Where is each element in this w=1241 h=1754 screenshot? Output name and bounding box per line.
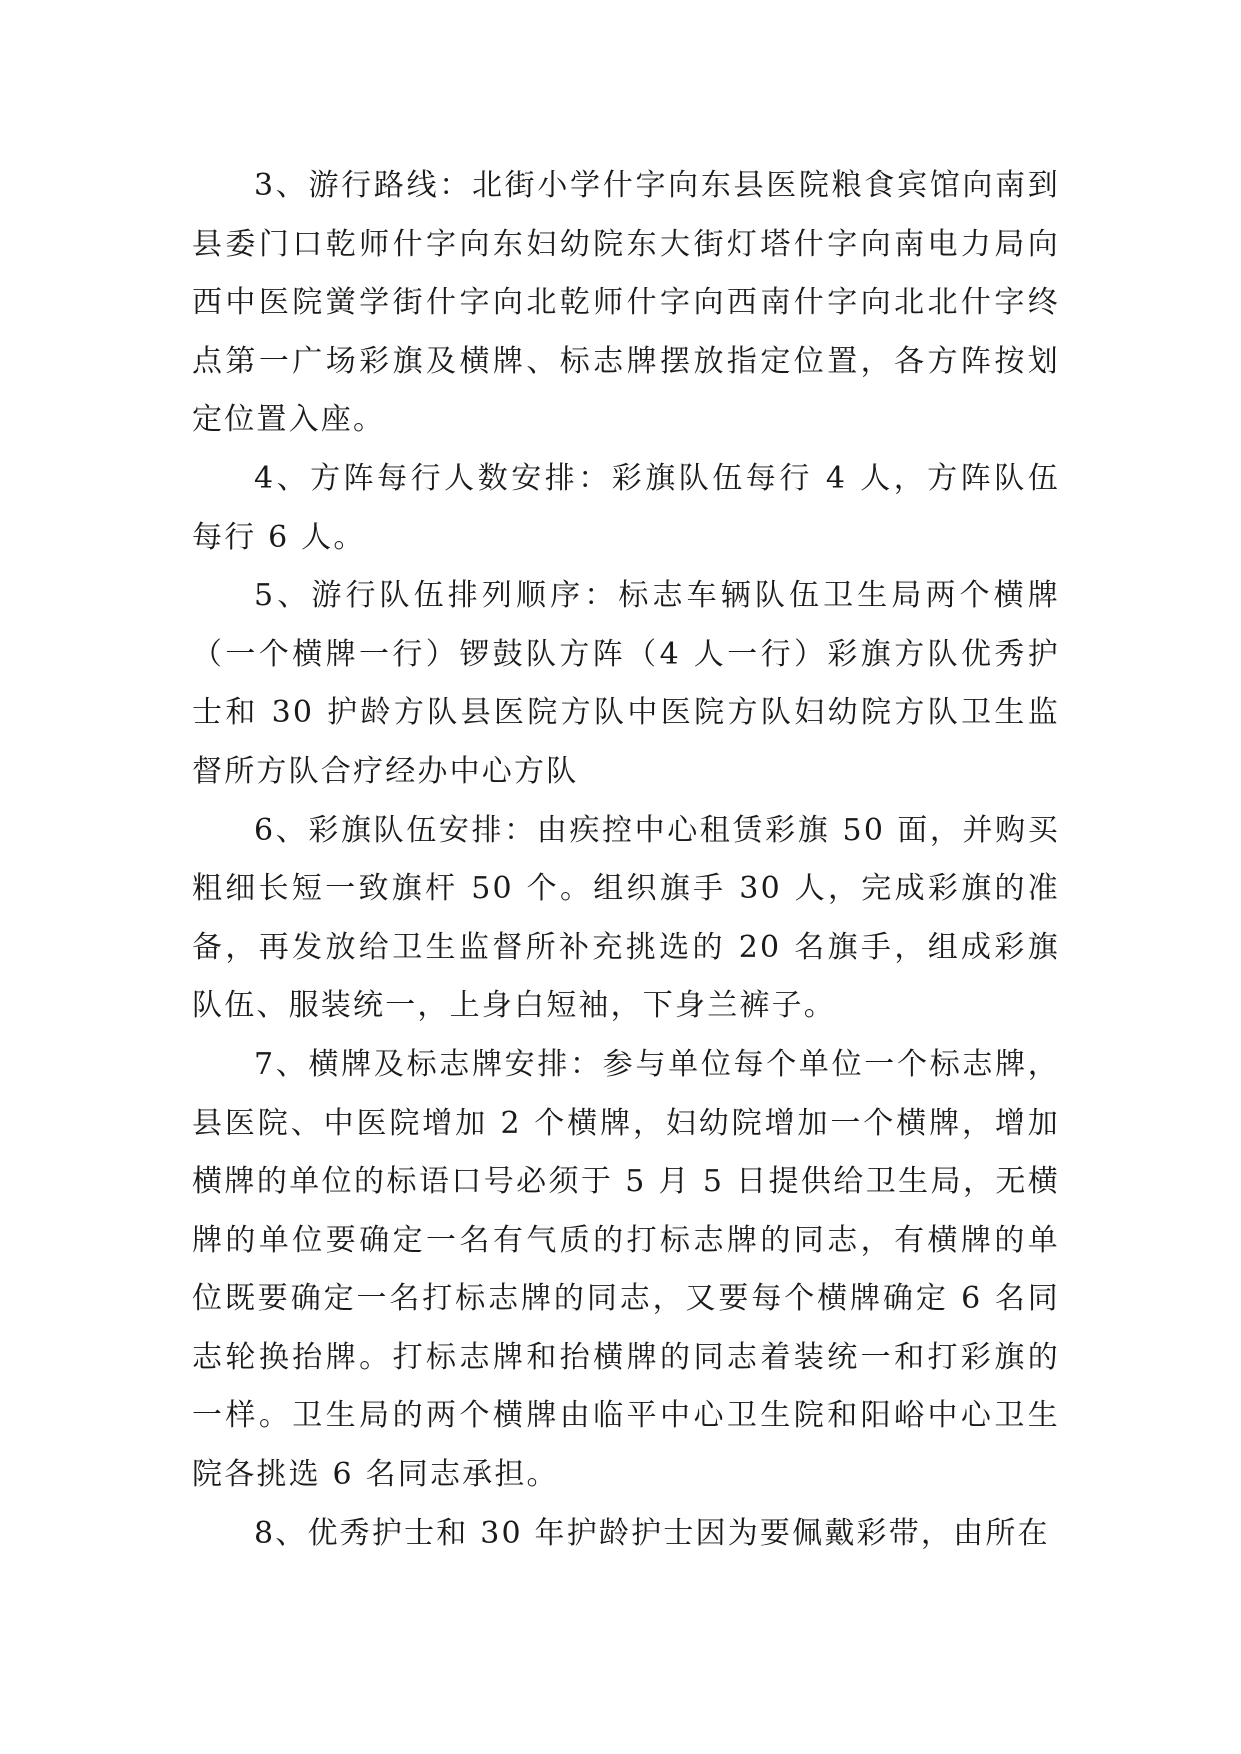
document-body xyxy=(192,157,1060,1563)
paragraph-flag-team: 6、彩旗队伍安排：由疾控中心租赁彩旗 50 面，并购买粗细长短一致旗杆 50 个。组织旗手 30 人，完成彩旗的准备，再发放给卫生监督所补充挑选的 20 名旗手，组成彩旗队伍、服装统一，上身白短袖，下身兰裤子。 xyxy=(192,812,1060,1024)
paragraph-banners-signs: 7、横牌及标志牌安排：参与单位每个单位一个标志牌，县医院、中医院增加 2 个横牌，妇幼院增加一个横牌，增加横牌的单位的标语口号必须于 5 月 5 日提供给卫生局，无横牌的单位要确定一名有气质的打标志牌的同志，有横牌的单位既要确定一名打标志牌的同志，又要每个横牌确定 6 名同志轮换抬牌。打标志牌和抬横牌的同志着装统一和打彩旗的一样。卫生局的两个横牌由临平中心卫生院和阳峪中心卫生院各挑选 6 名同志承担。 xyxy=(192,1046,1060,1493)
paragraph-route: 3、游行路线：北街小学什字向东县医院粮食宾馆向南到县委门口乾师什字向东妇幼院东大街灯塔什字向南电力局向西中医院黉学街什字向北乾师什字向西南什字向北北什字终点第一广场彩旗及横牌、标志牌摆放指定位置，各方阵按划定位置入座。 xyxy=(192,168,1060,438)
paragraph-rows-per-line: 4、方阵每行人数安排：彩旗队伍每行 4 人，方阵队伍每行 6 人。 xyxy=(192,460,1060,555)
paragraph-parade-order: 5、游行队伍排列顺序：标志车辆队伍卫生局两个横牌（一个横牌一行）锣鼓队方阵（4 人一行）彩旗方队优秀护士和 30 护龄方队县医院方队中医院方队妇幼院方队卫生监督所方队合疗经办中心方队 xyxy=(192,578,1060,789)
paragraph-nurses: 8、优秀护士和 30 年护龄护士因为要佩戴彩带，由所在 xyxy=(254,1515,1050,1551)
